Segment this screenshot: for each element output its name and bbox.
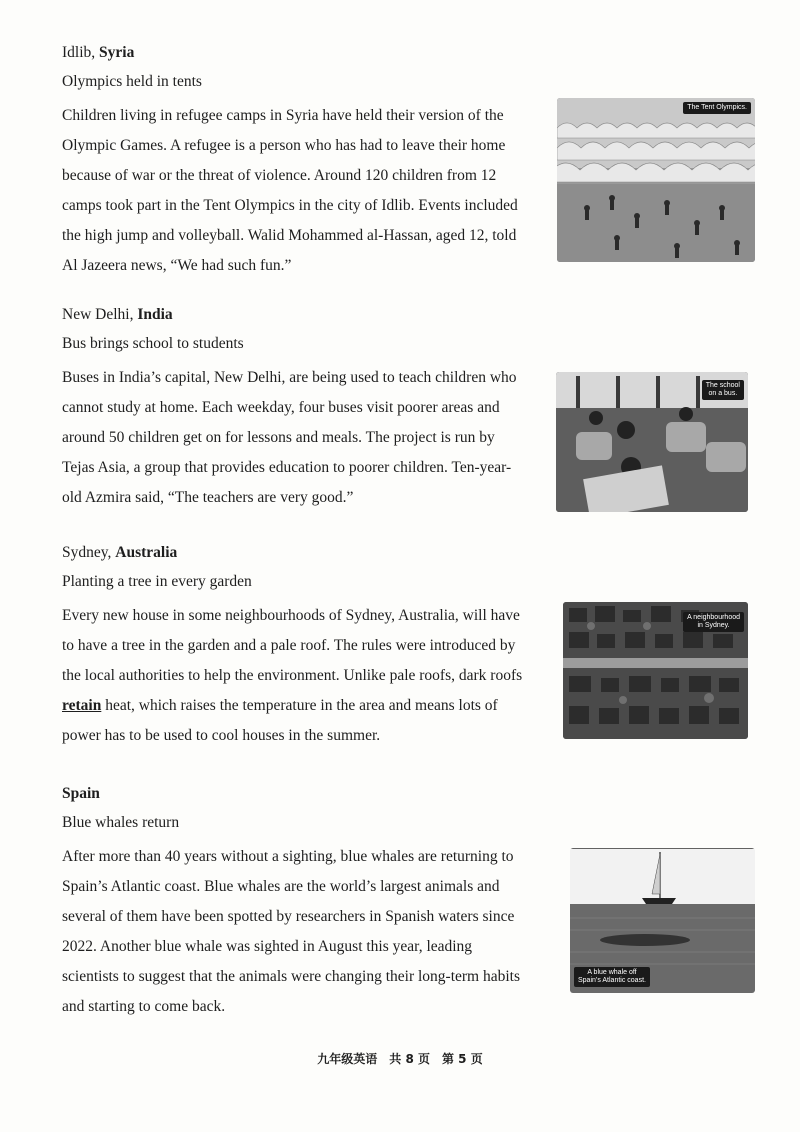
body-line: Al Jazeera news, “We had such fun.”: [62, 257, 292, 274]
city: Idlib,: [62, 44, 100, 61]
page-footer: [0, 1050, 800, 1067]
body-line: 2022. Another blue whale was sighted in August this year, leading: [62, 938, 473, 955]
country: Spain: [62, 785, 100, 802]
photo-caption: The school on a bus.: [702, 380, 744, 400]
article-headline: Bus brings school to students: [62, 335, 244, 352]
body-line: old Azmira said, “The teachers are very good.”: [62, 489, 354, 506]
body-line: because of war or the threat of violence. Around 120 children from 12: [62, 167, 497, 184]
tent-camp-image: [557, 98, 755, 262]
article-india: [62, 305, 542, 513]
country: Syria: [99, 44, 135, 61]
article-location: [62, 305, 542, 325]
article-body: [62, 842, 554, 1022]
city: Sydney,: [62, 544, 116, 561]
body-line: the local authorities to help the environment. Unlike pale roofs, dark roofs: [62, 667, 523, 684]
body-line: several of them have been spotted by researchers in Spanish waters since: [62, 908, 515, 925]
article-body: [62, 101, 544, 281]
body-line: and starting to come back.: [62, 998, 226, 1015]
body-line: the high jump and volleyball. Walid Mohammed al-Hassan, aged 12, told: [62, 227, 517, 244]
article-location: [62, 543, 548, 563]
body-line: scientists to suggest that the animals were changing their long-term habits: [62, 968, 521, 985]
footer-total: 共 8 页: [389, 1052, 430, 1066]
body-line: Every new house in some neighbourhoods of Sydney, Australia, will have: [62, 607, 520, 624]
country: Australia: [115, 544, 178, 561]
school-bus-photo: [556, 372, 748, 512]
blue-whale-photo: [570, 848, 755, 993]
footer-grade: 九年级英语: [317, 1052, 378, 1066]
photo-caption: A blue whale off Spain’s Atlantic coast.: [574, 967, 650, 987]
body-line: power has to be used to cool houses in the summer.: [62, 727, 381, 744]
article-australia: [62, 543, 548, 751]
body-line: around 50 children get on for lessons and meals. The project is run by: [62, 429, 495, 446]
article-syria: [62, 43, 544, 281]
article-headline: Planting a tree in every garden: [62, 573, 252, 590]
article-body: [62, 363, 542, 513]
body-line: Children living in refugee camps in Syria have held their version of the: [62, 107, 504, 124]
city: New Delhi,: [62, 306, 138, 323]
body-line: Spain’s Atlantic coast. Blue whales are the world’s largest animals and: [62, 878, 500, 895]
article-headline: Blue whales return: [62, 814, 180, 831]
body-line: Olympic Games. A refugee is a person who has had to leave their home: [62, 137, 506, 154]
article-location: [62, 43, 544, 63]
footer-page: 第 5 页: [442, 1052, 483, 1066]
country: India: [137, 306, 173, 323]
underlined-word: retain: [62, 697, 102, 714]
article-body: [62, 601, 548, 751]
body-line: retain heat, which raises the temperature in the area and means lots of: [62, 697, 498, 714]
body-line: After more than 40 years without a sighting, blue whales are returning to: [62, 848, 514, 865]
photo-caption: A neighbourhood in Sydney.: [683, 612, 744, 632]
body-line: camps took part in the Tent Olympics in the city of Idlib. Events included: [62, 197, 518, 214]
body-line: cannot study at home. Each weekday, four buses visit poorer areas and: [62, 399, 500, 416]
body-line: to have a tree in the garden and a pale roof. The rules were introduced by: [62, 637, 516, 654]
body-line: Buses in India’s capital, New Delhi, are being used to teach children who: [62, 369, 517, 386]
tent-olympics-photo: [557, 98, 755, 262]
photo-caption: The Tent Olympics.: [683, 102, 751, 114]
article-location: [62, 784, 554, 804]
article-headline: Olympics held in tents: [62, 73, 202, 90]
sydney-aerial-photo: [563, 602, 748, 739]
article-spain: [62, 784, 554, 1022]
body-line: Tejas Asia, a group that provides education to poorer children. Ten-year-: [62, 459, 512, 476]
